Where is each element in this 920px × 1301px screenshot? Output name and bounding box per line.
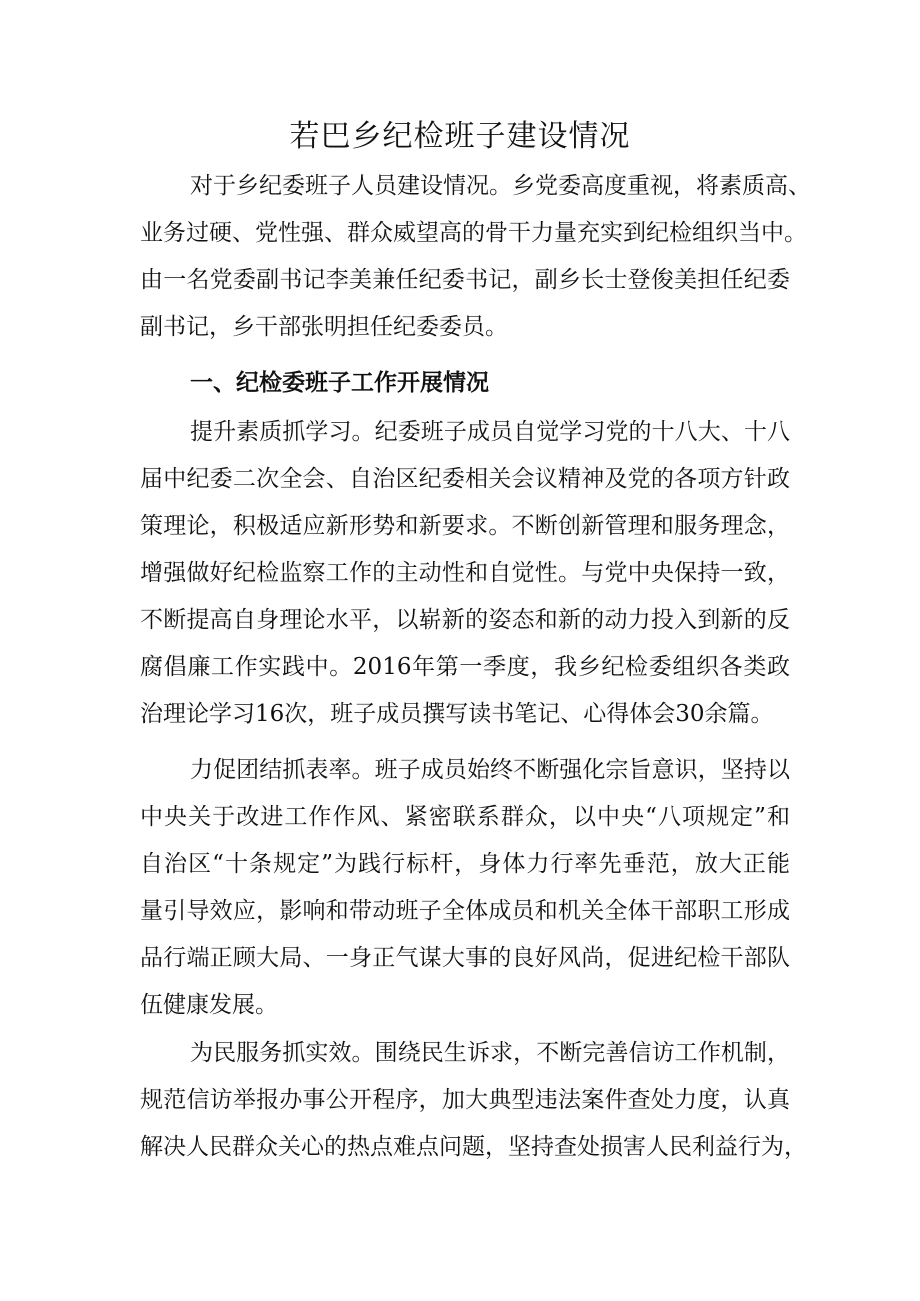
paragraph-line: 伍健康发展。 [140, 992, 278, 1018]
paragraph-line: 力促团结抓表率。班子成员始终不断强化宗旨意识，坚持以 [190, 757, 790, 783]
paragraph-line: 品行端正顾大局、一身正气谋大事的良好风尚，促进纪检干部队 [140, 945, 790, 971]
paragraph-unity [140, 747, 790, 1029]
section-heading [140, 359, 790, 406]
paragraph-line: 提升素质抓学习。纪委班子成员自觉学习党的十八大、十八 [190, 419, 790, 445]
paragraph-line: 解决人民群众关心的热点难点问题，坚持查处损害人民利益行为， [140, 1134, 807, 1160]
paragraph-line: 为民服务抓实效。围绕民生诉求，不断完善信访工作机制， [190, 1040, 790, 1066]
section-heading-text: 一、纪检委班子工作开展情况 [190, 369, 489, 396]
paragraph-line: 副书记，乡干部张明担任纪委委员。 [140, 314, 508, 340]
paragraph-line: 对于乡纪委班子人员建设情况。乡党委高度重视，将素质高、 [190, 173, 811, 199]
document-title: 若巴乡纪检班子建设情况 [289, 119, 631, 154]
paragraph-study [140, 409, 790, 738]
paragraph-line: 由一名党委副书记李美兼任纪委书记，副乡长士登俊美担任纪委 [140, 267, 790, 293]
paragraph-line: 量引导效应，影响和带动班子全体成员和机关全体干部职工形成 [140, 898, 790, 924]
paragraph-line: 届中纪委二次全会、自治区纪委相关会议精神及党的各项方针政 [140, 466, 790, 492]
paragraph-line: 业务过硬、党性强、群众威望高的骨干力量充实到纪检组织当中。 [140, 220, 807, 246]
paragraph-line: 中央关于改进工作作风、紧密联系群众，以中央“八项规定”和 [140, 804, 790, 830]
paragraph-line: 治理论学习16次，班子成员撰写读书笔记、心得体会30余篇。 [140, 701, 774, 727]
paragraph-line: 腐倡廉工作实践中。2016年第一季度，我乡纪检委组织各类政 [140, 654, 790, 680]
paragraph-service [140, 1030, 807, 1171]
paragraph-team-composition [140, 163, 811, 351]
paragraph-line: 不断提高自身理论水平，以崭新的姿态和新的动力投入到新的反 [140, 607, 790, 633]
paragraph-line: 自治区“十条规定”为践行标杆，身体力行率先垂范，放大正能 [140, 851, 790, 877]
paragraph-line: 规范信访举报办事公开程序，加大典型违法案件查处力度，认真 [140, 1087, 790, 1113]
paragraph-line: 策理论，积极适应新形势和新要求。不断创新管理和服务理念， [140, 513, 790, 539]
paragraph-line: 增强做好纪检监察工作的主动性和自觉性。与党中央保持一致， [140, 560, 790, 586]
